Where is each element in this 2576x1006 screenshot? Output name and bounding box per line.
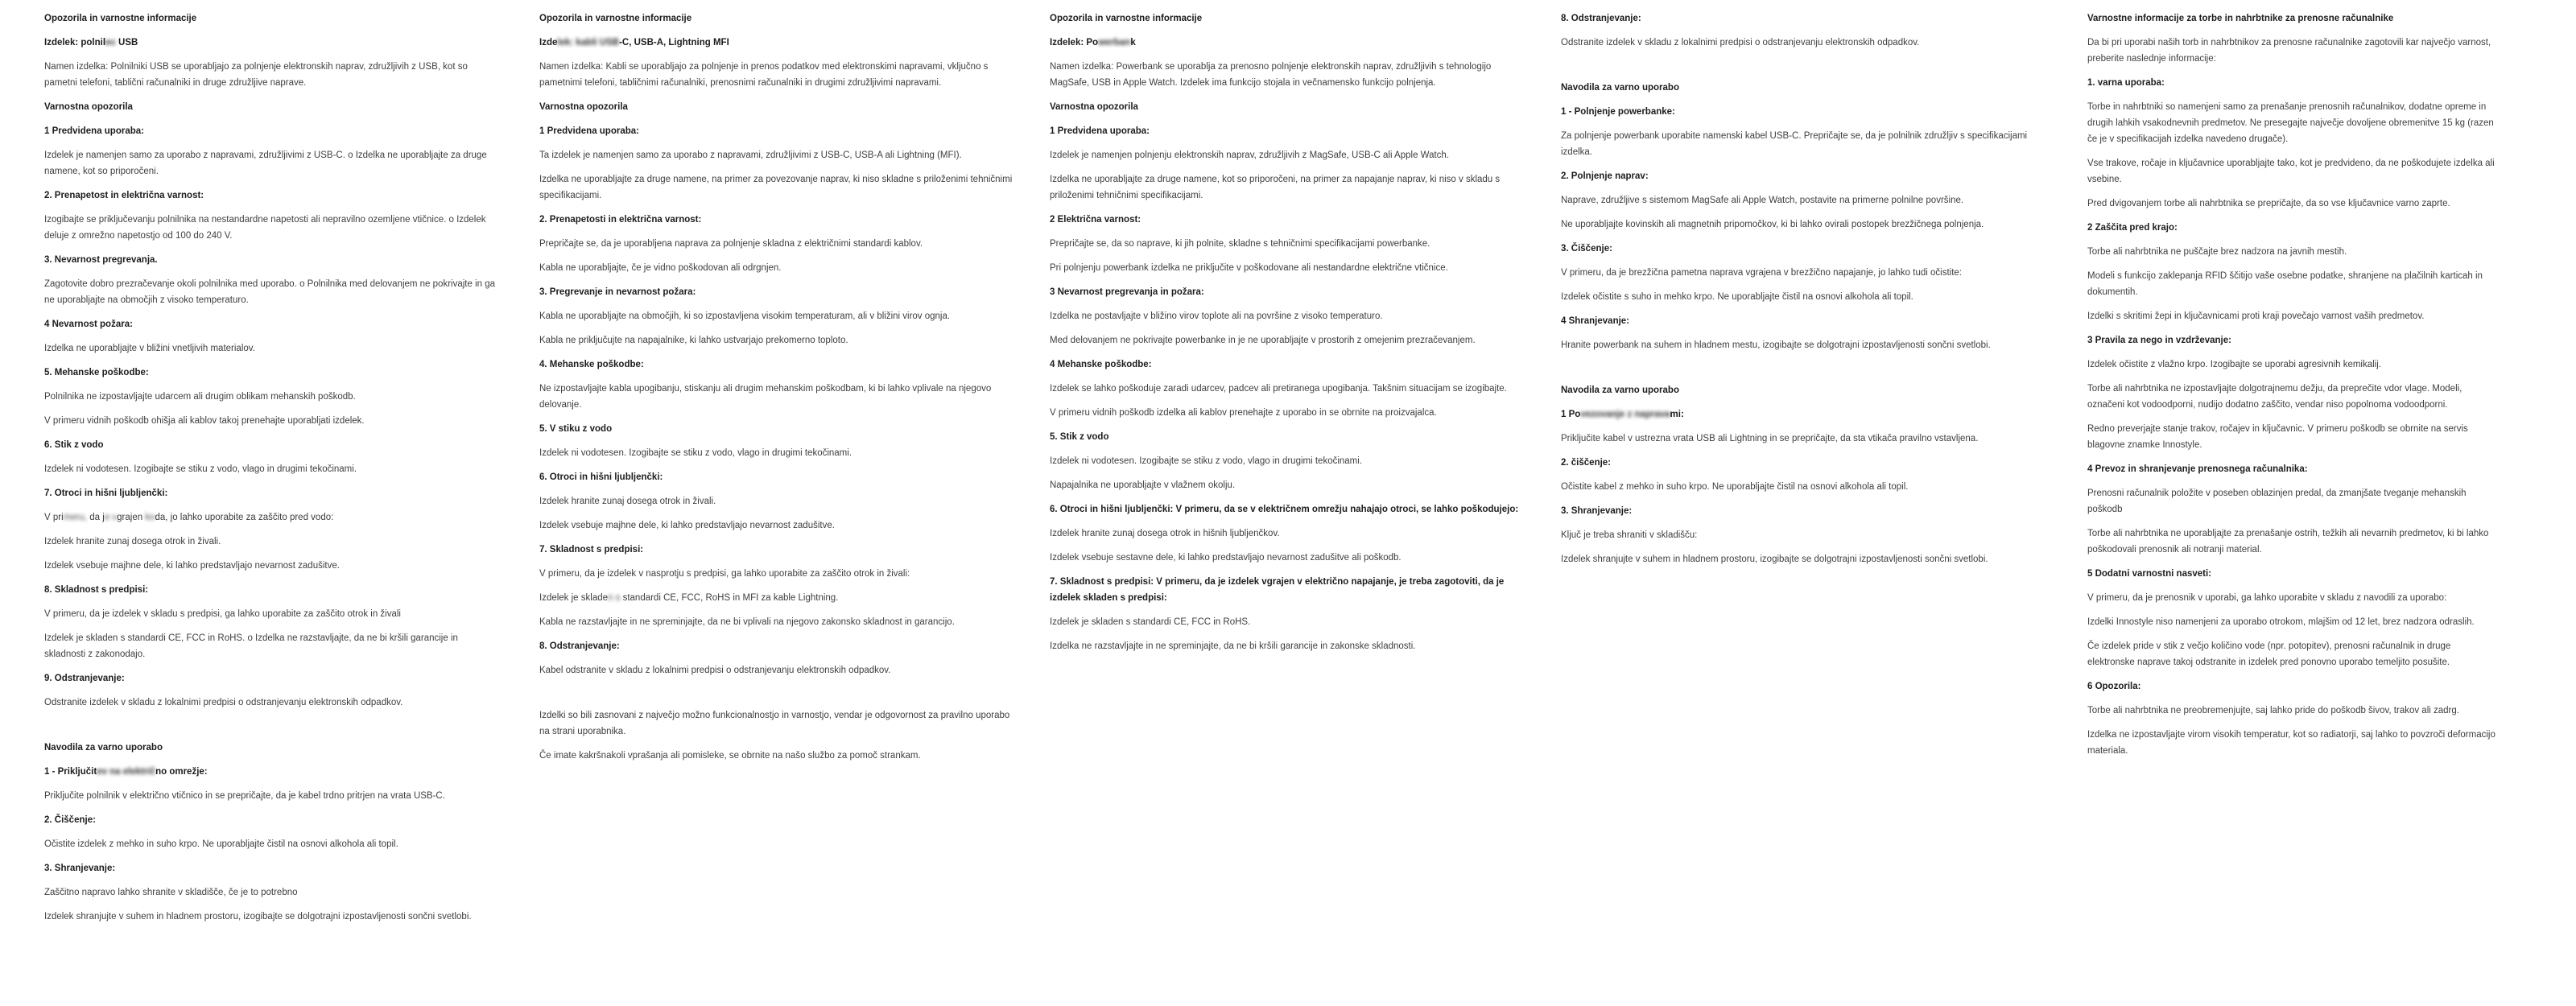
- section-heading: Varnostna opozorila: [44, 102, 133, 112]
- section-heading: Varnostna opozorila: [1050, 102, 1138, 112]
- column-cables-warnings: [539, 10, 1022, 772]
- section-heading: 3. Shranjevanje:: [1561, 506, 1633, 516]
- smudged-text: meru,: [63, 513, 88, 522]
- body-paragraph: V primeru, da je prenosnik v uporabi, ga lahko uporabite v skladu z navodili za uporabo:: [2087, 593, 2447, 603]
- smudged-text: n s: [608, 593, 623, 603]
- section-heading: 2. Polnjenje naprav:: [1561, 171, 1649, 181]
- text-segment: no omrežje:: [155, 767, 208, 777]
- body-paragraph: Hranite powerbank na suhem in hladnem mestu, izogibajte se dolgotrajni izpostavljenosti sončni svetlobi.: [1561, 340, 1991, 350]
- body-paragraph: Izdelek je skladen s standardi CE, FCC in RoHS. o Izdelka ne razstavljajte, da ne bi kršili garancije in skladnosti z zakonodajo.: [44, 633, 458, 659]
- body-paragraph: Kabla ne uporabljajte, če je vidno poškodovan ali odrgnjen.: [539, 263, 782, 273]
- body-paragraph: Izdelek hranite zunaj dosega otrok in hišnih ljubljenčkov.: [1050, 529, 1280, 538]
- section-heading: Navodila za varno uporabo: [1561, 385, 1679, 395]
- column-powerbank-warnings: [1050, 10, 1531, 662]
- section-heading: 4. Mehanske poškodbe:: [539, 360, 644, 369]
- body-paragraph: V primeru vidnih poškodb izdelka ali kablov prenehajte z uporabo in se obrnite na proizvajalca.: [1050, 408, 1437, 418]
- section-heading: 4 Shranjevanje:: [1561, 316, 1630, 326]
- body-paragraph: Izdelka ne postavljajte v bližino virov toplote ali na površine z visoko temperaturo.: [1050, 311, 1383, 321]
- column-laptop-bags-safety: [2087, 10, 2500, 767]
- section-heading: 4 Nevarnost požara:: [44, 320, 133, 329]
- section-heading: 3. Čiščenje:: [1561, 244, 1612, 254]
- section-heading: 1 - Polnjenje powerbanke:: [1561, 107, 1675, 117]
- section-heading: 2. Prenapetosti in električna varnost:: [539, 215, 702, 225]
- body-paragraph: Namen izdelka: Powerbank se uporablja za prenosno polnjenje elektronskih naprav, združljivih s tehnologijo MagSafe, USB in Apple Watch. Izdelek ima funkcijo stojala in večnamensko funkcijo polnjenja.: [1050, 62, 1492, 88]
- body-paragraph: Očistite izdelek z mehko in suho krpo. Ne uporabljajte čistil na osnovi alkohola ali topil.: [44, 839, 398, 849]
- section-heading: [539, 35, 1022, 51]
- smudged-text: werban: [1098, 38, 1131, 47]
- body-paragraph: Izdelek hranite zunaj dosega otrok in živali.: [539, 497, 716, 506]
- body-paragraph: Napajalnika ne uporabljajte v vlažnem okolju.: [1050, 480, 1236, 490]
- body-paragraph: Izdelek je namenjen polnjenju elektronskih naprav, združljivih z MagSafe, USB-C ali Apple Watch.: [1050, 150, 1450, 160]
- body-paragraph: [539, 590, 1022, 606]
- section-heading: 3 Nevarnost pregrevanja in požara:: [1050, 287, 1204, 297]
- body-paragraph: Priključite kabel v ustrezna vrata USB ali Lightning in se prepričajte, da sta vtikača pravilno vstavljena.: [1561, 434, 1979, 443]
- section-heading: 1. varna uporaba:: [2087, 78, 2165, 88]
- section-heading: 1 Predvidena uporaba:: [539, 126, 639, 136]
- body-paragraph: V primeru, da je izdelek v skladu s predpisi, ga lahko uporabite za zaščito otrok in živali: [44, 609, 401, 619]
- text-segment: Izdelek je sklade: [539, 593, 609, 603]
- body-paragraph: Torbe ali nahrbtnika ne preobremenjujte, saj lahko pride do poškodb šivov, trakov ali zadrg.: [2087, 706, 2459, 715]
- body-paragraph: Torbe in nahrbtniki so namenjeni samo za prenašanje prenosnih računalnikov, dodatne opreme in drugih lahkih vsakodnevnih predmetov. Ne presegajte največje dovoljene obremenitve 15 kg (razen če je v specifikacijah izdelka navedeno drugače).: [2087, 102, 2494, 144]
- body-paragraph: Izdelek shranjujte v suhem in hladnem prostoru, izogibajte se dolgotrajni izpostavljenosti sončni svetlobi.: [44, 912, 472, 921]
- section-heading: 3 Pravila za nego in vzdrževanje:: [2087, 336, 2231, 345]
- body-paragraph: V primeru, da je izdelek v nasprotju s predpisi, ga lahko uporabite za zaščito otrok in živali:: [539, 569, 910, 579]
- body-paragraph: Izdelka ne uporabljajte za druge namene, kot so priporočeni, na primer za napajanje naprav, ki niso v skladu s priloženimi tehničnimi specifikacijami.: [1050, 175, 1501, 200]
- section-heading: 6. Otroci in hišni ljubljenčki: V primeru, da se v električnem omrežju nahajajo otroci, se lahko poškodujejo:: [1050, 505, 1519, 514]
- body-paragraph: Da bi pri uporabi naših torb in nahrbtnikov za prenosne računalnike zagotovili kar največjo varnost, preberite naslednje informacije:: [2087, 38, 2491, 64]
- body-paragraph: Izdelek vsebuje majhne dele, ki lahko predstavljajo nevarnost zadušitve.: [539, 521, 835, 530]
- body-paragraph: Zagotovite dobro prezračevanje okoli polnilnika med uporabo. o Polnilnika med delovanjem ne pokrivajte in ga ne uporabljajte na območjih z visoko temperaturo.: [44, 279, 496, 305]
- body-paragraph: Namen izdelka: Kabli se uporabljajo za polnjenje in prenos podatkov med elektronskimi napravami, vključno s pametnimi telefoni, tabličnimi računalniki, prenosnimi računalniki in drugimi združljivimi napravami.: [539, 62, 989, 88]
- smudged-text: lek: kabli USB: [557, 38, 620, 47]
- body-paragraph: Pri polnjenju powerbank izdelka ne priključite v poškodovane ali nestandardne električne vtičnice.: [1050, 263, 1448, 273]
- section-heading: Opozorila in varnostne informacije: [539, 14, 692, 23]
- text-segment: 1 - Priključit: [44, 767, 97, 777]
- section-heading: Navodila za varno uporabo: [1561, 83, 1679, 93]
- section-gap: [44, 719, 502, 740]
- body-paragraph: Izdelek očistite z vlažno krpo. Izogibajte se uporabi agresivnih kemikalij.: [2087, 360, 2381, 369]
- section-heading: 7. Otroci in hišni ljubljenčki:: [44, 489, 168, 498]
- body-paragraph: Izdelki so bili zasnovani z največjo možno funkcionalnostjo in varnostjo, vendar je odgovornost za pravilno uporabo na strani uporabnika.: [539, 711, 1010, 736]
- section-heading: [1050, 35, 1531, 51]
- body-paragraph: Prepričajte se, da so naprave, ki jih polnite, skladne s tehničnimi specifikacijami powerbanke.: [1050, 239, 1430, 249]
- body-paragraph: Izogibajte se priključevanju polnilnika na nestandardne napetosti ali nepravilno ozemljene vtičnice. o Izdelek deluje z omrežno napetostjo od 100 do 240 V.: [44, 215, 486, 241]
- body-paragraph: Polnilnika ne izpostavljajte udarcem ali drugim oblikam mehanskih poškodb.: [44, 392, 356, 402]
- body-paragraph: Odstranite izdelek v skladu z lokalnimi predpisi o odstranjevanju elektronskih odpadkov.: [1561, 38, 1920, 47]
- text-segment: -C, USB-A, Lightning MFI: [619, 38, 729, 47]
- body-paragraph: Ta izdelek je namenjen samo za uporabo z napravami, združljivimi z USB-C, USB-A ali Lightning (MFI).: [539, 150, 962, 160]
- body-paragraph: Med delovanjem ne pokrivajte powerbanke in je ne uporabljajte v prostorih z omejenim prezračevanjem.: [1050, 336, 1476, 345]
- body-paragraph: Izdelek ni vodotesen. Izogibajte se stiku z vodo, vlago in drugimi tekočinami.: [1050, 456, 1363, 466]
- body-paragraph: Izdelka ne uporabljajte za druge namene, na primer za povezovanje naprav, ki niso skladne s priloženimi tehničnimi specifikacijami.: [539, 175, 1013, 200]
- text-segment: k: [1130, 38, 1136, 47]
- section-heading: 2. Čiščenje:: [44, 815, 96, 825]
- text-segment: V pri: [44, 513, 64, 522]
- body-paragraph: Izdelka ne uporabljajte v bližini vnetljivih materialov.: [44, 344, 255, 353]
- section-gap: [1561, 361, 2044, 382]
- body-paragraph: Prepričajte se, da je uporabljena naprava za polnjenje skladna z električnimi standardi kablov.: [539, 239, 923, 249]
- body-paragraph: Če izdelek pride v stik z večjo količino vode (npr. potopitev), prenosni računalnik in druge elektronske naprave takoj odstranite in izdelek pred ponovno uporabo temeljito posušite.: [2087, 641, 2451, 667]
- smudged-text: ec: [105, 38, 116, 47]
- body-paragraph: Izdelek hranite zunaj dosega otrok in živali.: [44, 537, 221, 546]
- body-paragraph: Izdelki s skritimi žepi in ključavnicami proti kraji povečajo varnost vaših predmetov.: [2087, 311, 2425, 321]
- body-paragraph: Za polnjenje powerbank uporabite namenski kabel USB-C. Prepričajte se, da je polnilnik združljiv s specifikacijami izdelka.: [1561, 131, 2028, 157]
- body-paragraph: Kabel odstranite v skladu z lokalnimi predpisi o odstranjevanju elektronskih odpadkov.: [539, 666, 891, 675]
- section-heading: [1561, 406, 2044, 423]
- body-paragraph: Kabla ne uporabljajte na območjih, ki so izpostavljena visokim temperaturam, ali v bližini virov ognja.: [539, 311, 951, 321]
- body-paragraph: Kabla ne razstavljajte in ne spreminjajte, da ne bi vplivali na njegovo zakonsko skladnost in garancijo.: [539, 617, 955, 627]
- body-paragraph: Pred dvigovanjem torbe ali nahrbtnika se prepričajte, da so vse ključavnice varno zaprte.: [2087, 199, 2450, 208]
- section-heading: 3. Pregrevanje in nevarnost požara:: [539, 287, 696, 297]
- body-paragraph: Očistite kabel z mehko in suho krpo. Ne uporabljajte čistil na osnovi alkohola ali topil.: [1561, 482, 1909, 492]
- body-paragraph: Izdelek vsebuje sestavne dele, ki lahko predstavljajo nevarnost zadušitve ali poškodb.: [1050, 553, 1402, 563]
- section-gap: [1561, 59, 2044, 80]
- body-paragraph: Izdelek je skladen s standardi CE, FCC in RoHS.: [1050, 617, 1251, 627]
- body-paragraph: Izdelek je namenjen samo za uporabo z napravami, združljivimi z USB-C. o Izdelka ne uporabljajte za druge namene, kot so priporočeni.: [44, 150, 487, 176]
- body-paragraph: Torbe ali nahrbtnika ne uporabljajte za prenašanje ostrih, težkih ali nevarnih predmetov, ki bi lahko poškodovali prenosnik ali notranji material.: [2087, 529, 2489, 555]
- text-segment: mi:: [1670, 410, 1684, 419]
- section-heading: [44, 35, 502, 51]
- body-paragraph: Torbe ali nahrbtnika ne izpostavljajte dolgotrajnemu dežju, da preprečite vdor vlage. Modeli, označeni kot vodoodporni, nudijo dodatno zaščito, vendar niso popolnoma vodoodporni.: [2087, 384, 2462, 410]
- text-segment: da, jo lahko uporabite za zaščito pred vodo:: [155, 513, 334, 522]
- section-heading: 2. čiščenje:: [1561, 458, 1612, 468]
- text-segment: 1 Po: [1561, 410, 1581, 419]
- column-powerbank-usage-continued: [1561, 10, 2044, 575]
- body-paragraph: Izdelki Innostyle niso namenjeni za uporabo otrokom, mlajšim od 12 let, brez nadzora odraslih.: [2087, 617, 2475, 627]
- body-paragraph: Če imate kakršnakoli vprašanja ali pomisleke, se obrnite na našo službo za pomoč strankam.: [539, 751, 921, 761]
- section-heading: 3. Nevarnost pregrevanja.: [44, 255, 158, 265]
- section-heading: 1 Predvidena uporaba:: [44, 126, 144, 136]
- text-segment: Izde: [539, 38, 558, 47]
- body-paragraph: V primeru vidnih poškodb ohišja ali kablov takoj prenehajte uporabljati izdelek.: [44, 416, 365, 426]
- body-paragraph: Izdelek vsebuje majhne dele, ki lahko predstavljajo nevarnost zadušitve.: [44, 561, 340, 571]
- section-heading: 8. Odstranjevanje:: [539, 641, 620, 651]
- text-segment: da j: [87, 513, 105, 522]
- body-paragraph: Priključite polnilnik v električno vtičnico in se prepričajte, da je kabel trdno pritrjen na vrata USB-C.: [44, 791, 445, 801]
- section-heading: Opozorila in varnostne informacije: [1050, 14, 1203, 23]
- section-heading: 7. Skladnost s predpisi: V primeru, da je izdelek vgrajen v električno napajanje, je treba zagotoviti, da je izdelek skladen s predpisi:: [1050, 577, 1505, 603]
- body-paragraph: [44, 509, 502, 526]
- section-heading: 6. Otroci in hišni ljubljenčki:: [539, 472, 663, 482]
- section-heading: 9. Odstranjevanje:: [44, 674, 125, 683]
- body-paragraph: Ključ je treba shraniti v skladišču:: [1561, 530, 1698, 540]
- smudged-text: ev na električ: [97, 767, 156, 777]
- body-paragraph: Naprave, združljive s sistemom MagSafe ali Apple Watch, postavite na primerne polnilne površine.: [1561, 196, 1964, 205]
- body-paragraph: Ne izpostavljajte kabla upogibanju, stiskanju ali drugim mehanskim poškodbam, ki bi lahko vplivale na njegovo delovanje.: [539, 384, 992, 410]
- body-paragraph: Izdelka ne izpostavljajte virom visokih temperatur, kot so radiatorji, saj lahko to povzroči deformacijo materiala.: [2087, 730, 2496, 756]
- body-paragraph: V primeru, da je brezžična pametna naprava vgrajena v brezžično napajanje, jo lahko tudi očistite:: [1561, 268, 1962, 278]
- section-heading: Varnostne informacije za torbe in nahrbtnike za prenosne računalnike: [2087, 14, 2394, 23]
- section-heading: 5. Stik z vodo: [1050, 432, 1109, 442]
- section-heading: 7. Skladnost s predpisi:: [539, 545, 644, 555]
- smudged-text: e v: [104, 513, 118, 522]
- section-heading: 3. Shranjevanje:: [44, 864, 116, 873]
- body-paragraph: Odstranite izdelek v skladu z lokalnimi predpisi o odstranjevanju elektronskih odpadkov.: [44, 698, 403, 707]
- text-segment: USB: [115, 38, 138, 47]
- body-paragraph: Izdelek očistite s suho in mehko krpo. Ne uporabljajte čistil na osnovi alkohola ali topil.: [1561, 292, 1913, 302]
- body-paragraph: Izdelek shranjujte v suhem in hladnem prostoru, izogibajte se dolgotrajni izpostavljenosti sončni svetlobi.: [1561, 555, 1988, 564]
- body-paragraph: Modeli s funkcijo zaklepanja RFID ščitijo vaše osebne podatke, shranjene na plačilnih karticah in dokumentih.: [2087, 271, 2483, 297]
- section-gap: [539, 686, 1022, 707]
- section-heading: 2. Prenapetost in električna varnost:: [44, 191, 204, 200]
- body-paragraph: Redno preverjajte stanje trakov, ročajev in ključavnic. V primeru poškodb se obrnite na servis blagovne znamke Innostyle.: [2087, 424, 2468, 450]
- section-heading: [44, 764, 502, 780]
- body-paragraph: Izdelek ni vodotesen. Izogibajte se stiku z vodo, vlago in drugimi tekočinami.: [44, 464, 357, 474]
- text-segment: Izdelek: Po: [1050, 38, 1099, 47]
- text-segment: Izdelek: polnil: [44, 38, 106, 47]
- section-heading: 6. Stik z vodo: [44, 440, 104, 450]
- section-heading: Varnostna opozorila: [539, 102, 628, 112]
- section-heading: 2 Električna varnost:: [1050, 215, 1141, 225]
- text-segment: standardi CE, FCC, RoHS in MFI za kable Lightning.: [622, 593, 839, 603]
- body-paragraph: Vse trakove, ročaje in ključavnice uporabljajte tako, kot je predvideno, da ne poškodujete izdelka ali vsebine.: [2087, 159, 2495, 184]
- column-usb-charger-warnings: [44, 10, 502, 933]
- section-heading: 6 Opozorila:: [2087, 682, 2141, 691]
- section-heading: 5 Dodatni varnostni nasveti:: [2087, 569, 2212, 579]
- section-heading: 8. Odstranjevanje:: [1561, 14, 1641, 23]
- section-heading: Navodila za varno uporabo: [44, 743, 163, 752]
- body-paragraph: Izdelek se lahko poškoduje zaradi udarcev, padcev ali pretiranega upogibanja. Takšnim situacijam se izogibajte.: [1050, 384, 1507, 394]
- body-paragraph: Ne uporabljajte kovinskih ali magnetnih pripomočkov, ki bi lahko ovirali postopek brezžičnega polnjenja.: [1561, 220, 1984, 229]
- body-paragraph: Izdelek ni vodotesen. Izogibajte se stiku z vodo, vlago in drugimi tekočinami.: [539, 448, 852, 458]
- body-paragraph: Prenosni računalnik položite v poseben oblazinjen predal, da zmanjšate tveganje mehanskih poškodb: [2087, 489, 2467, 514]
- section-heading: 4 Mehanske poškodbe:: [1050, 360, 1152, 369]
- body-paragraph: Kabla ne priključujte na napajalnike, ki lahko ustvarjajo prekomerno toploto.: [539, 336, 848, 345]
- smudged-text: ko: [142, 513, 155, 522]
- section-heading: 1 Predvidena uporaba:: [1050, 126, 1150, 136]
- section-heading: 2 Zaščita pred krajo:: [2087, 223, 2178, 233]
- section-heading: 5. Mehanske poškodbe:: [44, 368, 149, 377]
- body-paragraph: Namen izdelka: Polnilniki USB se uporabljajo za polnjenje elektronskih naprav, združljivih z USB, kot so pametni telefoni, tablični računalniki in druge združljive naprave.: [44, 62, 468, 88]
- body-paragraph: Zaščitno napravo lahko shranite v skladišče, če je to potrebno: [44, 888, 298, 897]
- text-segment: grajen: [117, 513, 143, 522]
- section-heading: 5. V stiku z vodo: [539, 424, 613, 434]
- body-paragraph: Izdelka ne razstavljajte in ne spreminjajte, da ne bi kršili garancije in zakonske skladnosti.: [1050, 641, 1416, 651]
- section-heading: 8. Skladnost s predpisi:: [44, 585, 149, 595]
- section-heading: 4 Prevoz in shranjevanje prenosnega računalnika:: [2087, 464, 2308, 474]
- smudged-text: vezovanje z naprava: [1580, 410, 1670, 419]
- body-paragraph: Torbe ali nahrbtnika ne puščajte brez nadzora na javnih mestih.: [2087, 247, 2347, 257]
- section-heading: Opozorila in varnostne informacije: [44, 14, 197, 23]
